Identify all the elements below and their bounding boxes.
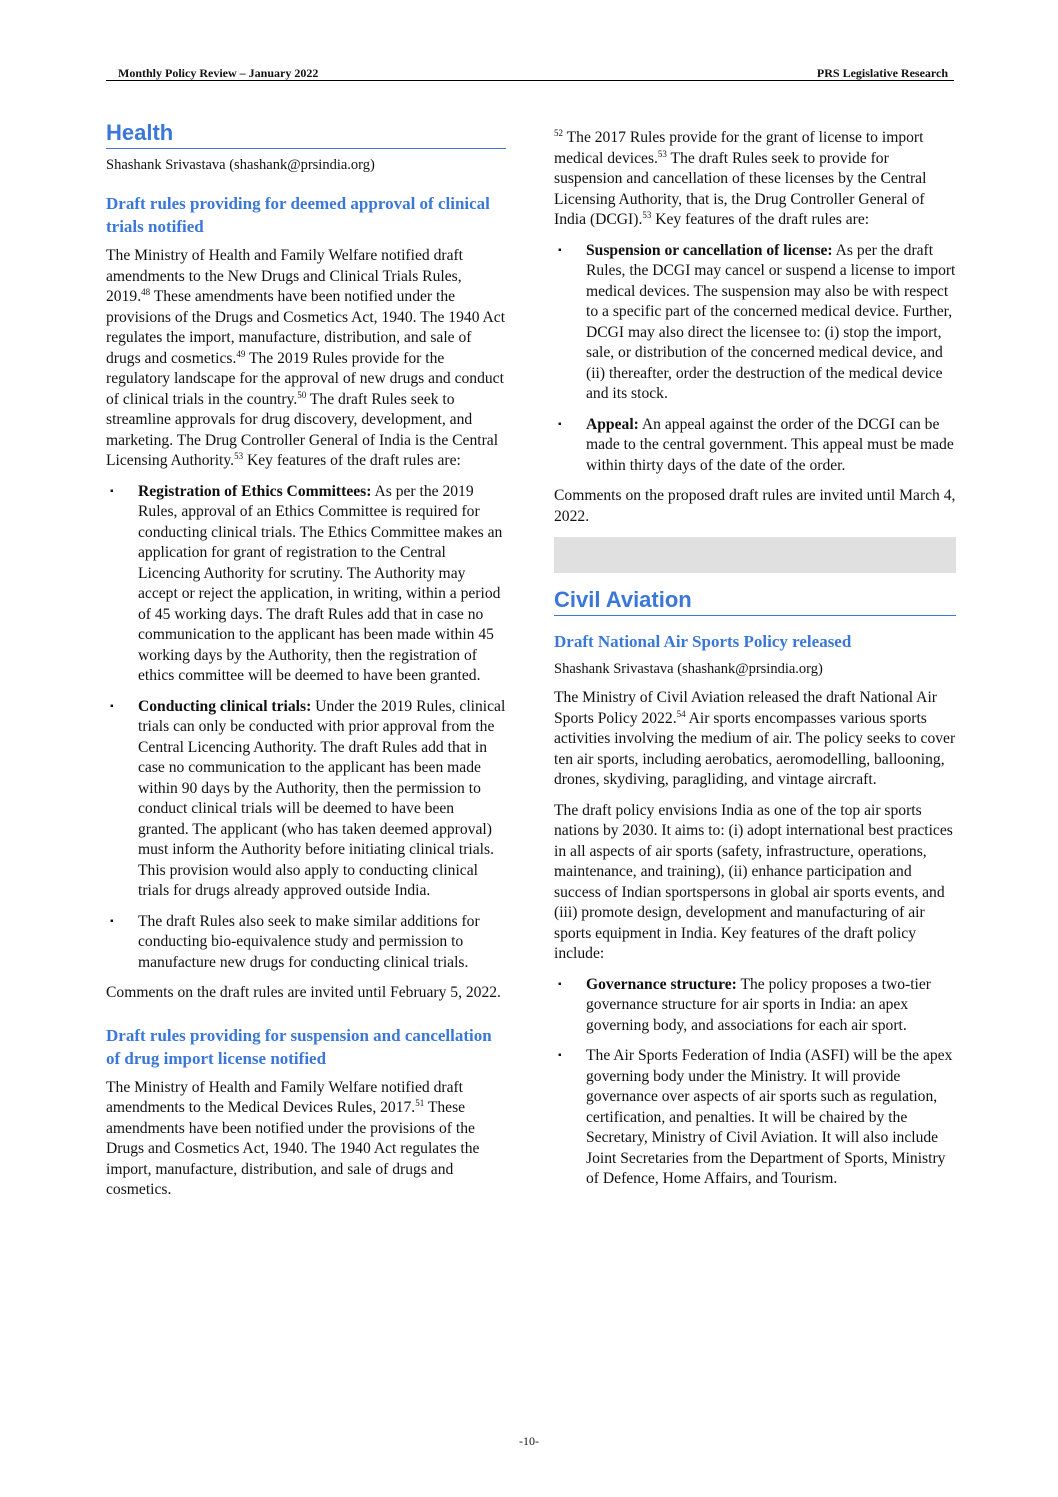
right-column [554,128,956,1200]
author-line: Shashank Srivastava (shashank@prsindia.org) [106,157,375,173]
paragraph: The Ministry of Civil Aviation released the draft National Air Sports Policy 2022.54 Air sports encompasses various sports activities involving the medium of air. The policy seeks to cover ten air sports, including aerobatics, aeromodelling, ballooning, drones, skydiving, paragliding, and vintage aircraft. [554,689,956,788]
paragraph: The Ministry of Health and Family Welfare notified draft amendments to the New Drugs and Clinical Trials Rules, 2019.48 These amendments have been notified under the provisions of the Drugs and Cosmetics Act, 1940. The 1940 Act regulates the import, manufacture, distribution, and sale of drugs and cosmetics.$^{49}$ The 2019 Rules provide for the regulatory landscape for the approval of new drugs and conduct of clinical trials in the country.$^{50}$ The draft Rules seek to streamline approvals for drug discovery, development, and marketing. The Drug Controller General of India is the Central Licensing Authority.$^{53}$ Key features of the draft rules are: [106,247,506,469]
subheading-import-license: Draft rules providing for suspension and cancellation of drug import license notified [106,1025,492,1068]
shaded-divider [554,537,956,573]
author-line: Shashank Srivastava (shashank@prsindia.org) [554,661,823,677]
bullet-list [554,241,956,477]
square-bullet-icon: ▪ [110,485,114,497]
paragraph: The draft policy envisions India as one of the top air sports nations by 2030. It aims to: (i) adopt international best practices in all aspects of air sports (safety, infrastructure, operations, maintenance, and training), (ii) enhance participation and success of Indian sportspersons in global air sports events, and (iii) promote design, development and manufacturing of air sports equipment in India. Key features of the draft policy include: [554,801,953,962]
square-bullet-icon: ▪ [558,418,562,430]
header-organization: PRS Legislative Research [816,66,948,80]
list-item: ▪ Conducting clinical trials: Under the 2019 Rules, clinical trials can only be conducted with prior approval from the Central Licencing Authority. The draft Rules add that in case no communication to the applicant has been made within 90 days by the Authority, then the permission to conduct clinical trials will be deemed to have been granted. The applicant (who has taken deemed approval) must inform the Authority before initiating clinical trials. This provision would also apply to conducting clinical trials for drugs already approved outside India. [110,697,506,899]
square-bullet-icon: ▪ [110,915,114,927]
list-item: ▪ Appeal: An appeal against the order of the DCGI can be made to the central government. This appeal must be made within thirty days of the date of the order. [558,415,954,474]
square-bullet-icon: ▪ [110,700,114,712]
list-item: ▪ The draft Rules also seek to make similar additions for conducting bio-equivalence study and permission to manufacture new drugs for conducting clinical trials. [110,912,480,971]
square-bullet-icon: ▪ [558,978,562,990]
paragraph: Comments on the proposed draft rules are invited until March 4, 2022. [554,487,956,525]
paragraph: Comments on the draft rules are invited until February 5, 2022. [106,984,501,1001]
page-number: -10- [519,1434,539,1448]
list-item: ▪ Suspension or cancellation of license: As per the draft Rules, the DCGI may cancel or suspend a license to import medical devices. The suspension may also be with respect to a specific part of the concerned medical device. Further, DCGI may also direct the licensee to: (i) stop the import, sale, or distribution of the concerned medical device, and (ii) thereafter, order the destruction of the medical device and its stock. [558,241,956,402]
list-item: ▪ Registration of Ethics Committees: As per the 2019 Rules, approval of an Ethics Committee is required for conducting clinical trials. The Ethics Committee makes an application for grant of registration to the Central Licencing Authority for scrutiny. The Authority may accept or reject the application, in writing, within a period of 45 working days. The draft Rules add that in case no communication to the applicant has been made within 45 working days by the Authority, then the registration of ethics committee will be deemed to have been granted. [110,482,503,684]
square-bullet-icon: ▪ [558,244,562,256]
subheading-air-sports: Draft National Air Sports Policy released [554,632,852,651]
page-header [106,66,954,81]
footnote-ref[interactable]: 48 [141,286,151,297]
footnote-ref[interactable]: 51 [415,1097,425,1108]
header-publication: Monthly Policy Review – January 2022 [118,66,319,80]
square-bullet-icon: ▪ [558,1050,562,1061]
list-item: ▪ The Air Sports Federation of India (ASFI) will be the apex governing body under the Ministry. It will provide governance over aspects of air sports such as regulation, certification, and penalties. It will be chaired by the Secretary, Ministry of Civil Aviation. It will also include Joint Secretaries from the Department of Sports, Ministry of Defence, Home Affairs, and Tourism. [558,1047,953,1187]
footnote-ref[interactable]: 49 [236,348,246,359]
paragraph: The Ministry of Health and Family Welfare notified draft amendments to the Medical Devices Rules, 2017.51 These amendments have been notified under the provisions of the Drugs and Cosmetics Act, 1940. The 1940 Act regulates the import, manufacture, distribution, and sale of drugs and cosmetics. [106,1078,480,1198]
section-title-civil-aviation: Civil Aviation [554,587,956,616]
footnote-ref[interactable]: 52 [554,127,563,138]
subheading-deemed-approval: Draft rules providing for deemed approval of clinical trials notified [106,194,490,236]
footnote-ref[interactable]: 53 [234,450,244,461]
list-item: ▪ Governance structure: The policy proposes a two-tier governance structure for air sports in India: an apex governing body, and associations for each air sport. [558,975,931,1034]
left-column [106,120,506,1211]
footnote-ref[interactable]: 53 [657,148,667,159]
footnote-ref[interactable]: 53 [642,209,652,220]
footnote-ref[interactable]: 54 [676,708,686,719]
footnote-ref[interactable]: 50 [297,389,307,400]
section-title-health: Health [106,120,506,149]
bullet-list [554,975,956,1190]
bullet-list [106,482,506,974]
paragraph-continued: $^{52}$ The 2017 Rules provide for the grant of license to import medical devices.$^{53}$ The draft Rules seek to provide for suspension and cancellation of these licenses by the Central Licensing Authority, that is, the Drug Controller General of India (DCGI).$^{53}$ Key features of the draft rules are: [554,127,927,228]
